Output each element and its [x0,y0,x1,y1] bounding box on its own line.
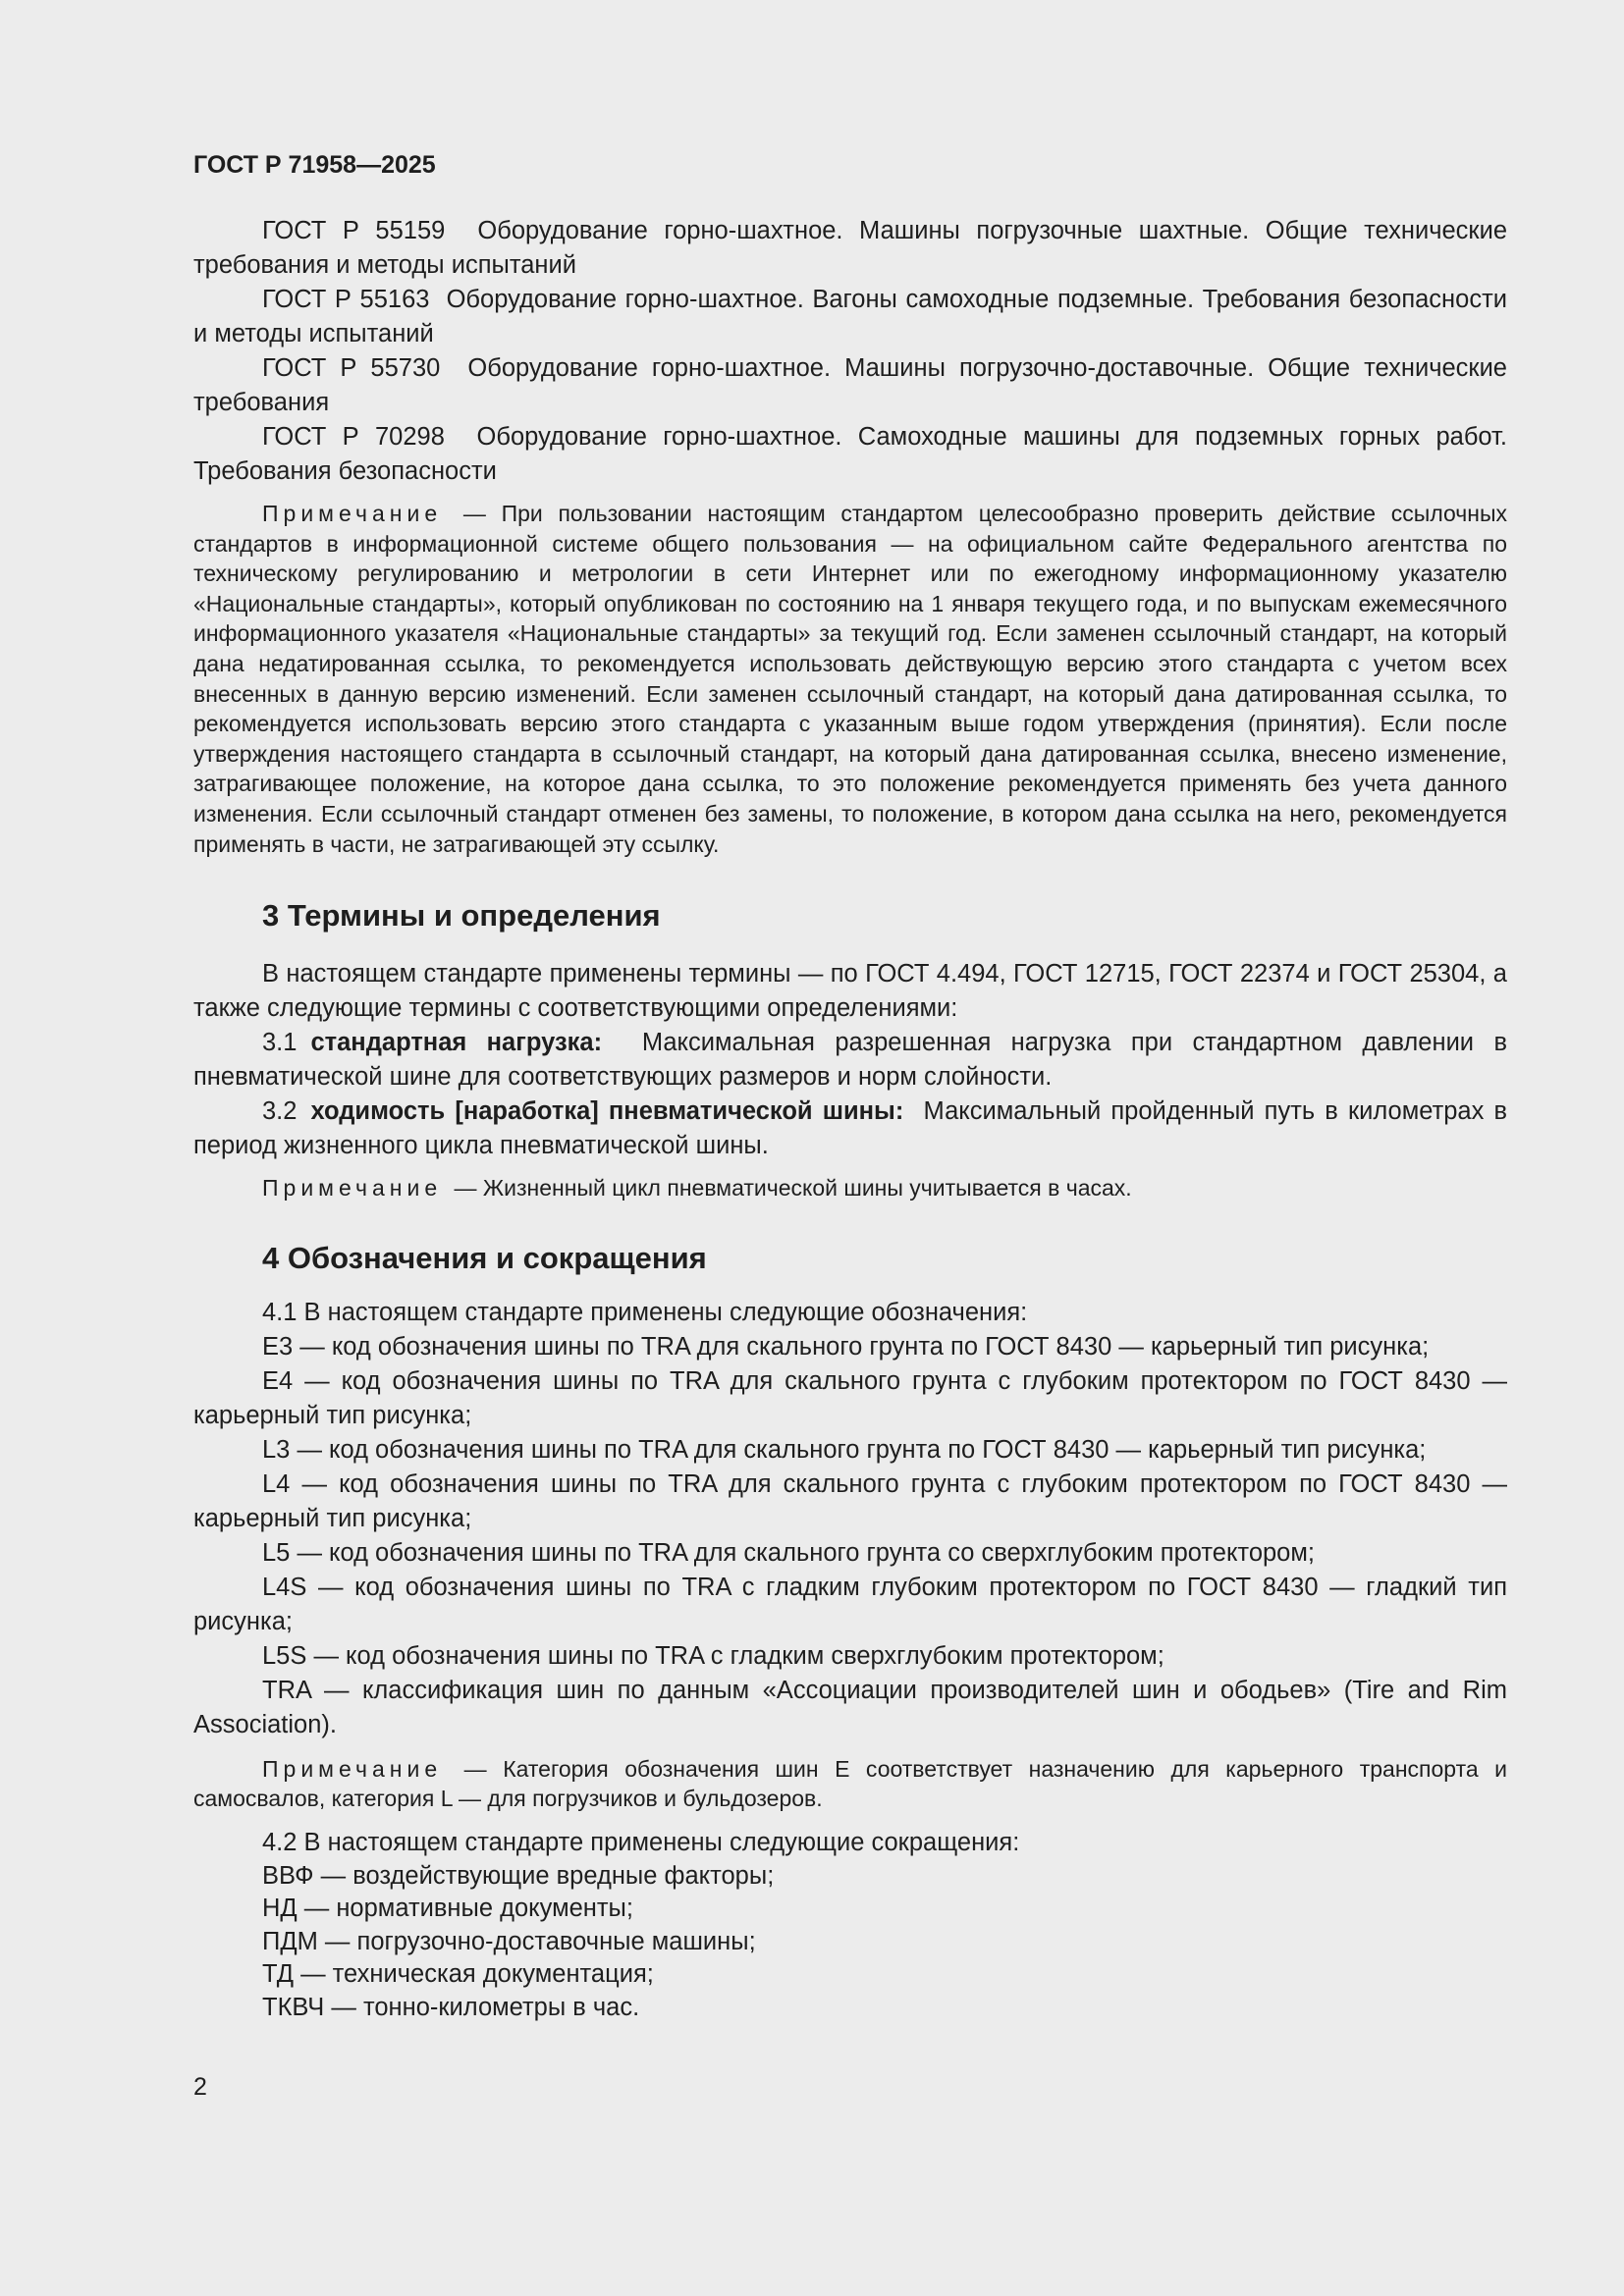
reference-text: Оборудование горно-шахтное. Машины погрузочные шахтные. Общие технические требования и методы испытаний [193,217,1507,279]
note-label: Примечание [262,1175,443,1201]
designation-item: Е4 — код обозначения шины по TRA для скального грунта с глубоким протектором по ГОСТ 8430 — карьерный тип рисунка; [193,1366,1507,1429]
designation-item: L4S — код обозначения шины по TRA с гладким глубоким протектором по ГОСТ 8430 — гладкий тип рисунка; [193,1573,1507,1635]
term-3-2 [193,1095,1507,1163]
term-number: 3.2 [262,1097,298,1126]
note-text: — Жизненный цикл пневматической шины учитывается в часах. [454,1175,1132,1201]
reference-text: Оборудование горно-шахтное. Вагоны самоходные подземные. Требования безопасности и методы испытаний [193,286,1507,347]
designation-item: L4 — код обозначения шины по TRA для скального грунта с глубоким протектором по ГОСТ 8430 — карьерный тип рисунка; [193,1469,1507,1532]
section-4-title: 4 Обозначения и сокращения [262,1240,707,1275]
abbreviation-item: НД — нормативные документы; [262,1895,633,1923]
designation-item: Е3 — код обозначения шины по TRA для скального грунта по ГОСТ 8430 — карьерный тип рисунка; [262,1332,1430,1361]
reference-item [193,214,1507,283]
designation-item: L5 — код обозначения шины по TRA для скального грунта со сверхглубоким протектором; [262,1538,1315,1567]
term-name: стандартная нагрузка: [310,1029,603,1057]
section-4-note [193,1754,1507,1814]
reference-code: ГОСТ Р 55163 [262,286,430,313]
section-3-title: 3 Термины и определения [262,898,661,934]
reference-code: ГОСТ Р 55159 [262,217,446,244]
designation-item: TRA — классификация шин по данным «Ассоциации производителей шин и ободьев» (Tire and Rim Association). [193,1676,1507,1738]
reference-item [193,283,1507,351]
document-page [193,145,1507,2024]
abbreviations-intro: 4.2 В настоящем стандарте применены следующие сокращения: [262,1828,1020,1856]
section-3-intro: В настоящем стандарте применены термины — по ГОСТ 4.494, ГОСТ 12715, ГОСТ 22374 и ГОСТ 25304, а также следующие термины с соответствующими определениями: [193,960,1507,1023]
reference-text: Оборудование горно-шахтное. Машины погрузочно-доставочные. Общие технические требования [193,354,1507,416]
reference-text: Оборудование горно-шахтное. Самоходные машины для подземных горных работ. Требования безопасности [193,423,1507,485]
reference-code: ГОСТ Р 70298 [262,423,445,451]
page-number: 2 [193,2073,207,2101]
term-definition: Максимальная разрешенная нагрузка при стандартном давлении в пневматической шине для соответствующих размеров и норм слойности. [193,1029,1507,1092]
abbreviation-item: ПДМ — погрузочно-доставочные машины; [262,1927,756,1955]
reference-item [193,420,1507,489]
designations-intro: 4.1 В настоящем стандарте применены следующие обозначения: [262,1298,1028,1326]
term-name: ходимость [наработка] пневматической шины: [310,1097,904,1126]
term-number: 3.1 [262,1029,298,1057]
document-header-id: ГОСТ Р 71958—2025 [193,151,436,179]
note-label: Примечание [262,1755,443,1782]
note-text: — При пользовании настоящим стандартом целесообразно проверить действие ссылочных стандартов в информационной системе общего пользования — на официальном сайте Федерального агентства по техническому регулированию и метрологии в сети Интернет или по ежегодному информационному указателю «Национальные стандарты», который опубликован по состоянию на 1 января текущего года, и по выпускам ежемесячного информационного указателя «Национальные стандарты» за текущий год. Если заменен ссылочный стандарт, на который дана недатированная ссылка, то рекомендуется использовать действующую версию этого стандарта с учетом всех внесенных в данную версию изменений. Если заменен ссылочный стандарт, на который дана датированная ссылка, то рекомендуется использовать версию этого стандарта с указанным выше годом утверждения (принятия). Если после утверждения настоящего стандарта в ссылочный стандарт, на который дана датированная ссылка, внесено изменение, затрагивающее положение, на которое дана ссылка, то это положение рекомендуется применять без учета данного изменения. Если ссылочный стандарт отменен без замены, то положение, в котором дана ссылка на него, рекомендуется применять в части, не затрагивающей эту ссылку. [193,501,1507,857]
term-definition: Максимальный пройденный путь в километрах в период жизненного цикла пневматической шины. [193,1097,1508,1160]
designation-item: L3 — код обозначения шины по TRA для скального грунта по ГОСТ 8430 — карьерный тип рисунка; [262,1435,1427,1464]
designation-item: L5S — код обозначения шины по TRA с гладким сверхглубоким протектором; [262,1641,1164,1670]
note-text: — Категория обозначения шин Е соответствует назначению для карьерного транспорта и самосвалов, категория L — для погрузчиков и бульдозеров. [193,1755,1507,1812]
note-label: Примечание [262,501,443,526]
abbreviation-item: ТКВЧ — тонно-километры в час. [262,1993,640,2021]
reference-code: ГОСТ Р 55730 [262,354,441,382]
reference-item [193,351,1507,420]
references-list [193,214,1507,489]
references-note [193,499,1507,859]
abbreviation-item: ВВФ — воздействующие вредные факторы; [262,1861,775,1890]
term-3-1 [193,1026,1507,1095]
section-3-note [193,1173,1507,1203]
abbreviation-item: ТД — техническая документация; [262,1960,654,1989]
